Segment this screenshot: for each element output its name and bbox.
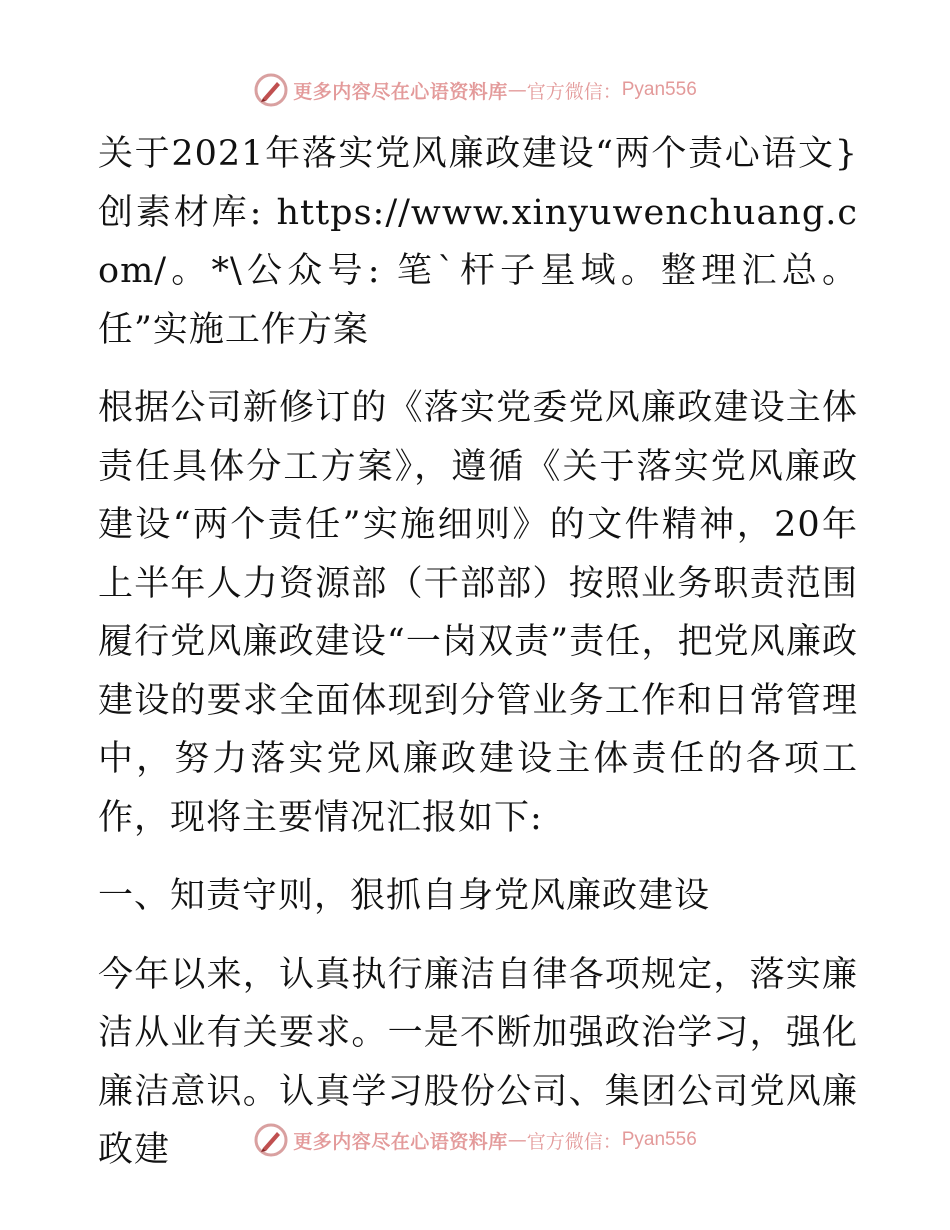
- document-title: 关于2021年落实党风廉政建设“两个责心语文}创素材库: https://www.xinyuwenchuang.com/。*\公众号: 笔`杆子星域。整理汇总。任”实施工作方案: [98, 134, 858, 350]
- watermark-wechat-id: Pyan556: [621, 79, 697, 100]
- paragraph-section-1: 今年以来，认真执行廉洁自律各项规定，落实廉洁从业有关要求。一是不断加强政治学习，强化廉洁意识。认真学习股份公司、集团公司党风廉政建: [98, 954, 858, 1170]
- watermark-wechat-label: 官方微信：: [526, 1130, 622, 1153]
- pen-logo-icon: [253, 72, 289, 108]
- watermark-wechat-id: Pyan556: [621, 1129, 697, 1150]
- header-watermark: [0, 70, 950, 110]
- watermark-slogan: 更多内容尽在心语资料库: [293, 80, 508, 103]
- watermark-wechat-label: 官方微信：: [526, 80, 622, 103]
- document-body: [98, 125, 858, 1200]
- section-heading-1: 一、知责守则，狠抓自身党风廉政建设: [98, 876, 711, 916]
- watermark-dash: —: [507, 79, 527, 101]
- pen-logo-icon: [253, 1122, 289, 1158]
- watermark-slogan: 更多内容尽在心语资料库: [293, 1130, 508, 1153]
- watermark-dash: —: [507, 1129, 527, 1151]
- paragraph-intro: 根据公司新修订的《落实党委党风廉政建设主体责任具体分工方案》，遵循《关于落实党风廉政建设“两个责任”实施细则》的文件精神，20年上半年人力资源部（干部部）按照业务职责范围履行党风廉政建设“一岗双责”责任，把党风廉政建设的要求全面体现到分管业务工作和日常管理中，努力落实党风廉政建设主体责任的各项工作，现将主要情况汇报如下:: [98, 388, 858, 838]
- footer-watermark: [0, 1120, 950, 1160]
